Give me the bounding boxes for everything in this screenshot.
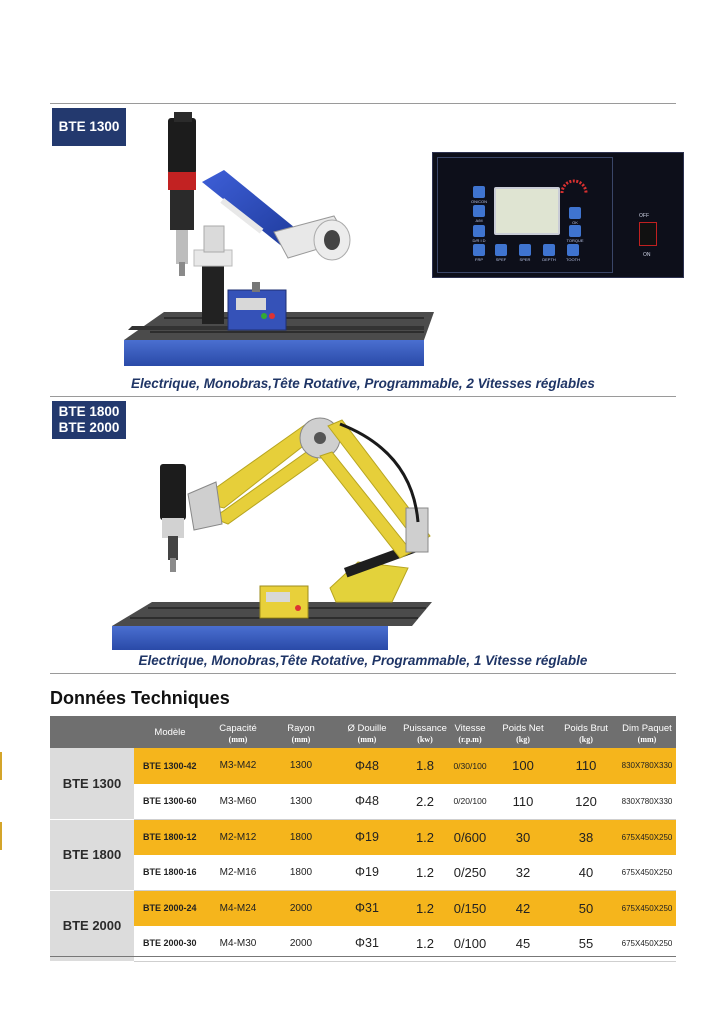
cell-radius: 1800 — [270, 819, 332, 855]
table-header — [134, 716, 206, 748]
table-header — [402, 716, 448, 748]
header-label: Vitesse — [454, 722, 486, 734]
table-header-row — [50, 716, 676, 748]
panel-lcd-screen — [494, 187, 560, 235]
cell-package: 675X450X250 — [618, 855, 676, 891]
panel-button-tooth — [567, 244, 579, 256]
panel-button-depth — [543, 244, 555, 256]
header-unit: (mm) — [357, 734, 377, 744]
cell-net-weight: 45 — [492, 926, 554, 962]
panel-label: TOOTH — [566, 257, 580, 262]
table-bottom-rule — [50, 956, 676, 957]
cell-package: 830X780X330 — [618, 748, 676, 784]
panel-label: SPEF — [495, 257, 507, 262]
switch-on-label: ON — [643, 252, 651, 258]
section-divider — [50, 673, 676, 674]
table-header — [448, 716, 492, 748]
cell-speed: 0/250 — [448, 855, 492, 891]
cell-speed: 0/20/100 — [448, 784, 492, 820]
panel-button-d-r — [473, 225, 485, 237]
panel-label: A/M — [475, 218, 483, 223]
cell-radius: 1800 — [270, 855, 332, 891]
cell-socket: Φ19 — [332, 855, 402, 891]
cell-package: 830X780X330 — [618, 784, 676, 820]
cell-package: 675X450X250 — [618, 926, 676, 962]
header-label: Poids Brut — [564, 722, 608, 734]
table-header — [270, 716, 332, 748]
header-label: Dim Paquet — [622, 722, 672, 734]
cell-model: BTE 1300-60 — [134, 784, 206, 820]
cell-package: 675X450X250 — [618, 819, 676, 855]
cell-speed: 0/100 — [448, 926, 492, 962]
header-unit: (mm) — [291, 734, 311, 744]
table-row — [50, 819, 676, 855]
technical-data-table — [50, 716, 676, 962]
group-label: BTE 2000 — [50, 890, 134, 961]
cell-power: 1.2 — [402, 819, 448, 855]
cell-net-weight: 110 — [492, 784, 554, 820]
panel-button-spef — [495, 244, 507, 256]
header-unit: (mm) — [228, 734, 248, 744]
cell-power: 2.2 — [402, 784, 448, 820]
panel-label: TORQUE — [566, 238, 584, 243]
header-label: Ø Douille — [347, 722, 387, 734]
cell-capacity: M3-M42 — [206, 748, 270, 784]
group-label: BTE 1300 — [50, 748, 134, 819]
panel-label: D/R I D — [472, 238, 486, 243]
panel-button-a-m — [473, 205, 485, 217]
cell-capacity: M2-M12 — [206, 819, 270, 855]
section-divider — [50, 396, 676, 397]
cell-model: BTE 1800-12 — [134, 819, 206, 855]
cell-model: BTE 2000-30 — [134, 926, 206, 962]
table-row — [50, 784, 676, 820]
table-header — [554, 716, 618, 748]
header-label: Modèle — [154, 727, 186, 738]
cell-radius: 2000 — [270, 890, 332, 926]
cell-net-weight: 32 — [492, 855, 554, 891]
header-label: Capacité — [219, 722, 257, 734]
cell-speed: 0/150 — [448, 890, 492, 926]
table-row — [50, 890, 676, 926]
control-panel-image — [432, 152, 684, 278]
cell-model: BTE 2000-24 — [134, 890, 206, 926]
cell-radius: 2000 — [270, 926, 332, 962]
bte-1300-caption: Electrique, Monobras,Tête Rotative, Programmable, 2 Vitesses réglables — [131, 376, 595, 391]
badge-line-1: BTE 1800 — [58, 404, 120, 419]
table-header — [492, 716, 554, 748]
table-row — [50, 855, 676, 891]
cell-gross-weight: 120 — [554, 784, 618, 820]
section-divider — [50, 103, 676, 104]
cell-gross-weight: 55 — [554, 926, 618, 962]
panel-label: SPER — [519, 257, 531, 262]
table-header — [50, 716, 134, 748]
table-header — [206, 716, 270, 748]
cell-radius: 1300 — [270, 748, 332, 784]
cell-socket: Φ48 — [332, 748, 402, 784]
page-edge-mark — [0, 822, 2, 850]
table-header — [618, 716, 676, 748]
cell-power: 1.2 — [402, 855, 448, 891]
cell-package: 675X450X250 — [618, 890, 676, 926]
cell-speed: 0/600 — [448, 819, 492, 855]
header-unit: (r.p.m) — [458, 734, 482, 744]
panel-button-sper — [519, 244, 531, 256]
cell-net-weight: 100 — [492, 748, 554, 784]
panel-label: ON/CON — [471, 199, 487, 204]
cell-gross-weight: 38 — [554, 819, 618, 855]
header-label: Puissance — [403, 722, 447, 734]
cell-capacity: M2-M16 — [206, 855, 270, 891]
cell-capacity: M4-M24 — [206, 890, 270, 926]
bte-1800-2000-caption: Electrique, Monobras,Tête Rotative, Programmable, 1 Vitesse réglable — [138, 653, 588, 668]
bte-1800-2000-machine-photo — [112, 412, 444, 652]
cell-gross-weight: 40 — [554, 855, 618, 891]
header-unit: (mm) — [637, 734, 657, 744]
cell-net-weight: 30 — [492, 819, 554, 855]
cell-power: 1.2 — [402, 890, 448, 926]
cell-model: BTE 1300-42 — [134, 748, 206, 784]
header-label: Poids Net — [502, 722, 544, 734]
cell-capacity: M3-M60 — [206, 784, 270, 820]
model-badge-bte-1300 — [52, 108, 126, 146]
cell-speed: 0/30/100 — [448, 748, 492, 784]
group-label: BTE 1800 — [50, 819, 134, 890]
badge-label: BTE 1300 — [58, 119, 120, 134]
cell-socket: Φ31 — [332, 890, 402, 926]
cell-power: 1.8 — [402, 748, 448, 784]
technical-data-title: Données Techniques — [50, 688, 230, 708]
speed-dial-icon — [559, 175, 589, 195]
header-unit: (kg) — [516, 734, 530, 744]
table-row — [50, 748, 676, 784]
panel-button-frp — [473, 244, 485, 256]
cell-model: BTE 1800-16 — [134, 855, 206, 891]
panel-button-on-con — [473, 186, 485, 198]
cell-capacity: M4-M30 — [206, 926, 270, 962]
panel-label: FRP — [475, 257, 483, 262]
table-header — [332, 716, 402, 748]
panel-button-ok — [569, 207, 581, 219]
cell-power: 1.2 — [402, 926, 448, 962]
cell-radius: 1300 — [270, 784, 332, 820]
header-unit: (kg) — [579, 734, 593, 744]
cell-socket: Φ31 — [332, 926, 402, 962]
panel-button-torque — [569, 225, 581, 237]
cell-gross-weight: 50 — [554, 890, 618, 926]
cell-net-weight: 42 — [492, 890, 554, 926]
cell-socket: Φ48 — [332, 784, 402, 820]
badge-line-2: BTE 2000 — [58, 420, 120, 435]
page-edge-mark — [0, 752, 2, 780]
bte-1300-machine-photo — [124, 112, 434, 368]
cell-socket: Φ19 — [332, 819, 402, 855]
header-label: Rayon — [287, 722, 315, 734]
switch-off-label: OFF — [639, 213, 649, 219]
power-switch — [639, 222, 657, 246]
panel-label: DEPTH — [542, 257, 556, 262]
cell-gross-weight: 110 — [554, 748, 618, 784]
panel-label: OK — [572, 220, 578, 225]
header-unit: (kw) — [417, 734, 433, 744]
